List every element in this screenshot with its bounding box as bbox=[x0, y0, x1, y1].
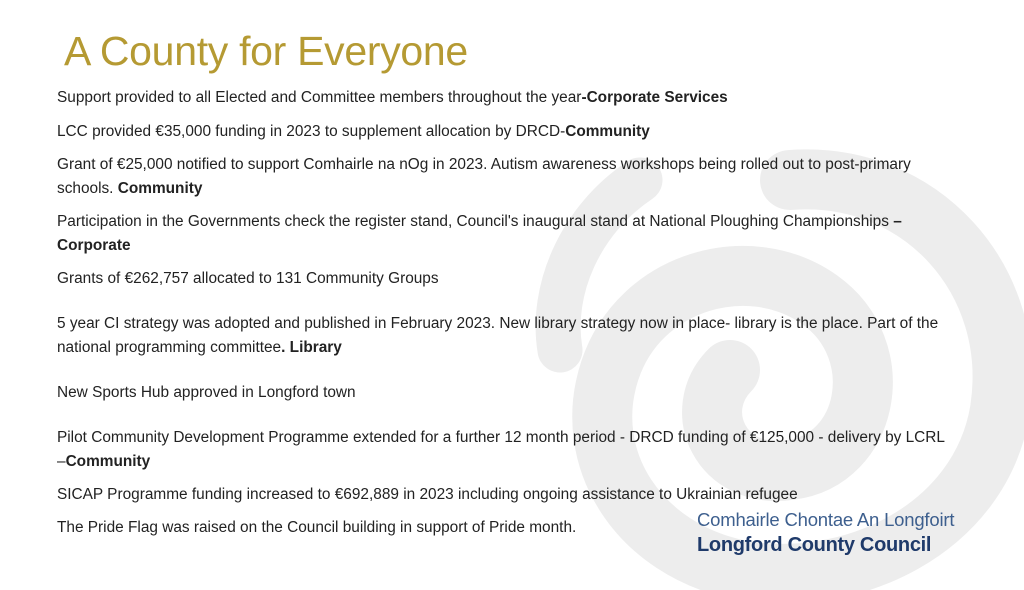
content-list bbox=[57, 86, 957, 549]
council-logo bbox=[697, 508, 954, 558]
list-item bbox=[57, 381, 957, 405]
logo-irish-name: Comhairle Chontae An Longfoirt bbox=[697, 509, 955, 530]
item-text: Grant of €25,000 notified to support Comhairle na nOg in 2023. Autism awareness workshops being rolled out to post-primary schools. bbox=[57, 156, 911, 197]
item-text: Grants of €262,757 allocated to 131 Community Groups bbox=[57, 270, 439, 287]
item-tag: . Library bbox=[281, 339, 342, 356]
item-text: Support provided to all Elected and Committee members throughout the year bbox=[57, 89, 582, 106]
list-item bbox=[57, 426, 957, 474]
list-item bbox=[57, 120, 957, 144]
item-tag: –Corporate bbox=[57, 213, 902, 254]
item-text: 5 year CI strategy was adopted and published in February 2023. New library strategy now in place- library is the place. Part of the national programming committee bbox=[57, 315, 939, 356]
item-tag: Community bbox=[65, 453, 151, 470]
item-text: The Pride Flag was raised on the Council building in support of Pride month. bbox=[57, 519, 577, 536]
list-item bbox=[57, 483, 957, 507]
list-item bbox=[57, 153, 957, 201]
list-item bbox=[57, 86, 957, 110]
item-text: New Sports Hub approved in Longford town bbox=[57, 384, 356, 401]
item-text: Participation in the Governments check the register stand, Council's inaugural stand at National Ploughing Championships bbox=[57, 213, 894, 230]
item-text: Pilot Community Development Programme extended for a further 12 month period - DRCD funding of €125,000 - delivery by LCRL – bbox=[57, 429, 945, 470]
page-title: A County for Everyone bbox=[64, 28, 468, 74]
list-item bbox=[57, 210, 957, 258]
logo-english-name: Longford County Council bbox=[697, 534, 932, 556]
item-text: LCC provided €35,000 funding in 2023 to supplement allocation by DRCD- bbox=[57, 123, 566, 140]
list-item bbox=[57, 267, 957, 291]
list-item bbox=[57, 312, 957, 360]
item-tag: Community bbox=[565, 123, 650, 140]
item-tag: Community bbox=[117, 180, 203, 197]
item-tag: -Corporate Services bbox=[581, 89, 728, 106]
item-text: SICAP Programme funding increased to €692,889 in 2023 including ongoing assistance to Ukrainian refugee bbox=[57, 486, 798, 503]
